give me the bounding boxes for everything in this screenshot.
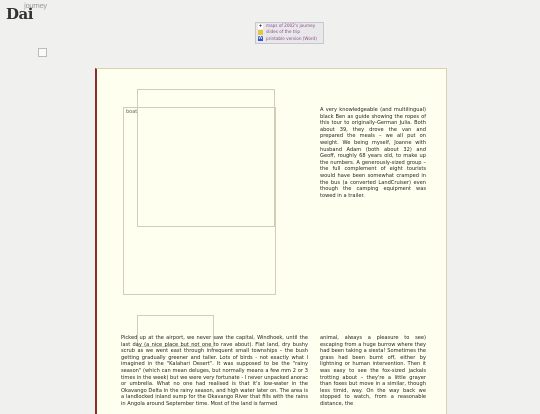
word-link-label: printable version (Word): [266, 35, 317, 41]
word-icon: W: [258, 36, 263, 42]
plus-icon: +: [258, 23, 263, 29]
boat-photo-alt: boat: [126, 109, 138, 115]
maps-link-label: maps of 2002's journey: [266, 23, 316, 29]
logo-text: Dai: [6, 5, 33, 23]
top-links-panel: [255, 22, 324, 44]
maps-link[interactable]: [256, 23, 323, 29]
word-link[interactable]: [256, 36, 323, 42]
wildlife-paragraph: animal, always a pleasure to see) escaping from a huge burrow where they had been taking a siesta! Sometimes the grass had been burnt off, either by lightning or human intervention. Then it was easy to see the fox-sized jackals trotting about – they're a little grayer than foxes but move in a similar, though less timid, way. On the way back we stopped to watch, from a reasonable distance, the: [320, 335, 426, 407]
story-paragraph: Picked up at the airport, we never saw the capital, Windhoek, until the last day (a nice place but not one to rave about). Flat land, dry bushy scrub as we went east through infrequent small townships – the bush getting gradually greener and taller. Lots of birds - not exactly what I imagined in the "Kalahari Desert". It was supposed to be the "rainy season" (which can mean deluges, but normally means a few mm 2 or 3 times in the week) but we were very fortunate - I never unpacked anorac or umbrella. What no one had realised is that it's low-water in the Okavango Delta in the rainy season, and high water later on. The area is a landlocked inland sump for the Okavango River that fills with the rains in Angola around September time. Most of the land is farmed: [121, 335, 308, 407]
broken-image-icon: [38, 48, 47, 57]
intro-paragraph: A very knowledgeable (and multilingual) black Ben as guide showing the ropes of this tour to originally-German Julia. Both about 39, they drove the van and prepared the meals – we all put on weight. We being myself, Joanne with husband Adam (both about 32) and Geoff, roughly 68 years old, to make up the numbers. A generously-sized group – the full complement of eight tourists would have been somewhat cramped in the bus (a converted LandCruiser) even though the camping equipment was towed in a trailer.: [320, 107, 426, 199]
site-logo[interactable]: [6, 2, 47, 23]
boat-photo: [123, 107, 276, 295]
slides-link-label: slides of the trip: [266, 29, 301, 35]
content-panel: [95, 68, 447, 414]
logo-superscript: journey: [24, 2, 47, 10]
slides-icon: [258, 30, 263, 35]
